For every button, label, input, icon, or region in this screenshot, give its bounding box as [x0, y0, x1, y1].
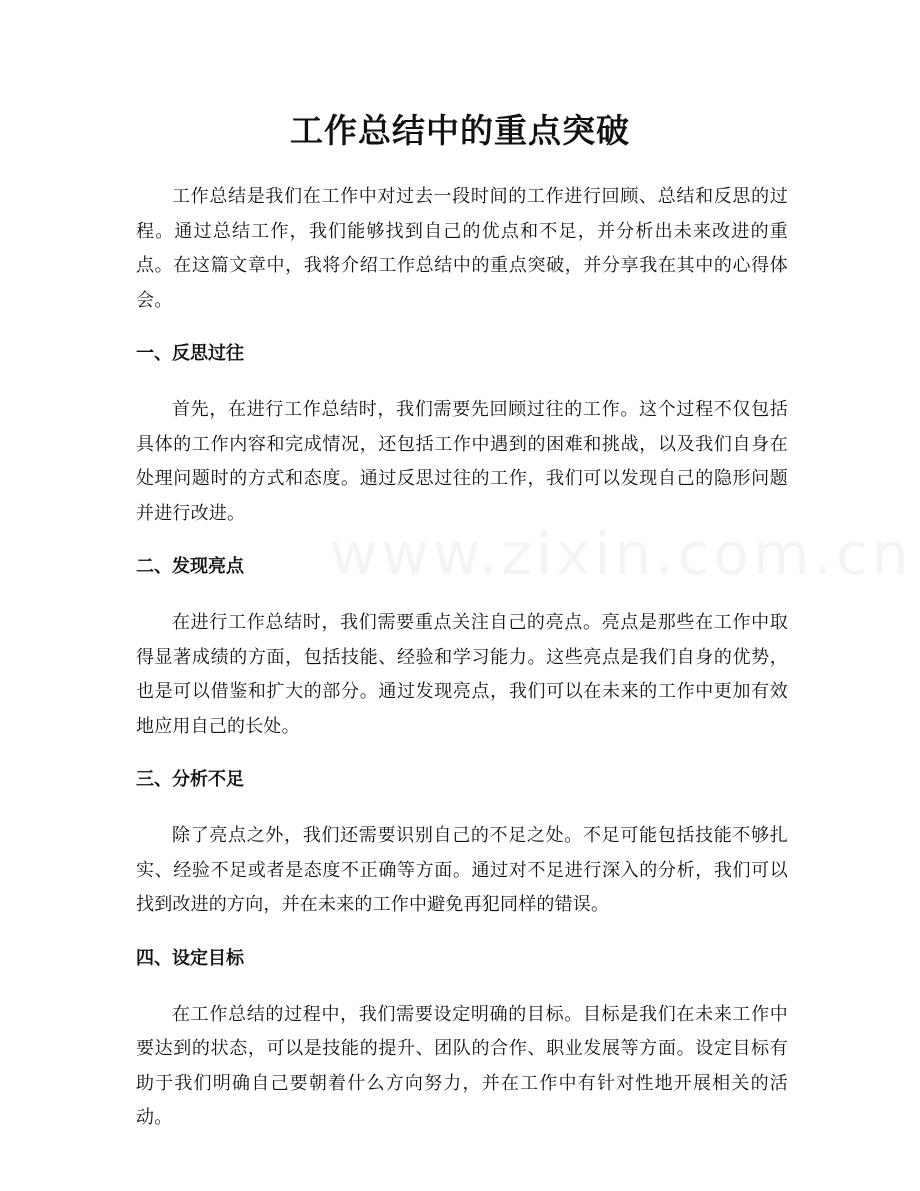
section-body-3: 除了亮点之外，我们还需要识别自己的不足之处。不足可能包括技能不够扎实、经验不足或者是态度不正确等方面。通过对不足进行深入的分析，我们可以找到改进的方向，并在未来的工作中避免再犯同样的错误。 — [136, 825, 788, 915]
section-body-1: 首先，在进行工作总结时，我们需要先回顾过往的工作。这个过程不仅包括具体的工作内容和完成情况，还包括工作中遇到的困难和挑战，以及我们自身在处理问题时的方式和态度。通过反思过往的工作，我们可以发现自己的隐形问题并进行改进。 — [136, 399, 788, 524]
section-heading-4: 四、设定目标 — [136, 947, 244, 969]
intro-paragraph: 工作总结是我们在工作中对过去一段时间的工作进行回顾、总结和反思的过程。通过总结工作，我们能够找到自己的优点和不足，并分析出未来改进的重点。在这篇文章中，我将介绍工作总结中的重点突破，并分享我在其中的心得体会。 — [136, 186, 788, 311]
section-body-4: 在工作总结的过程中，我们需要设定明确的目标。目标是我们在未来工作中要达到的状态，可以是技能的提升、团队的合作、职业发展等方面。设定目标有助于我们明确自己要朝着什么方向努力，并在工作中有针对性地开展相关的活动。 — [136, 1003, 788, 1128]
document-title: 工作总结中的重点突破 — [290, 111, 630, 150]
section-heading-1: 一、反思过往 — [136, 343, 244, 364]
document-body — [136, 180, 788, 1136]
section-heading-2: 二、发现亮点 — [136, 556, 244, 577]
section-body-2: 在进行工作总结时，我们需要重点关注自己的亮点。亮点是那些在工作中取得显著成绩的方面，包括技能、经验和学习能力。这些亮点是我们自身的优势，也是可以借鉴和扩大的部分。通过发现亮点，我们可以在未来的工作中更加有效地应用自己的长处。 — [136, 612, 788, 737]
section-heading-3: 三、分析不足 — [136, 769, 244, 790]
